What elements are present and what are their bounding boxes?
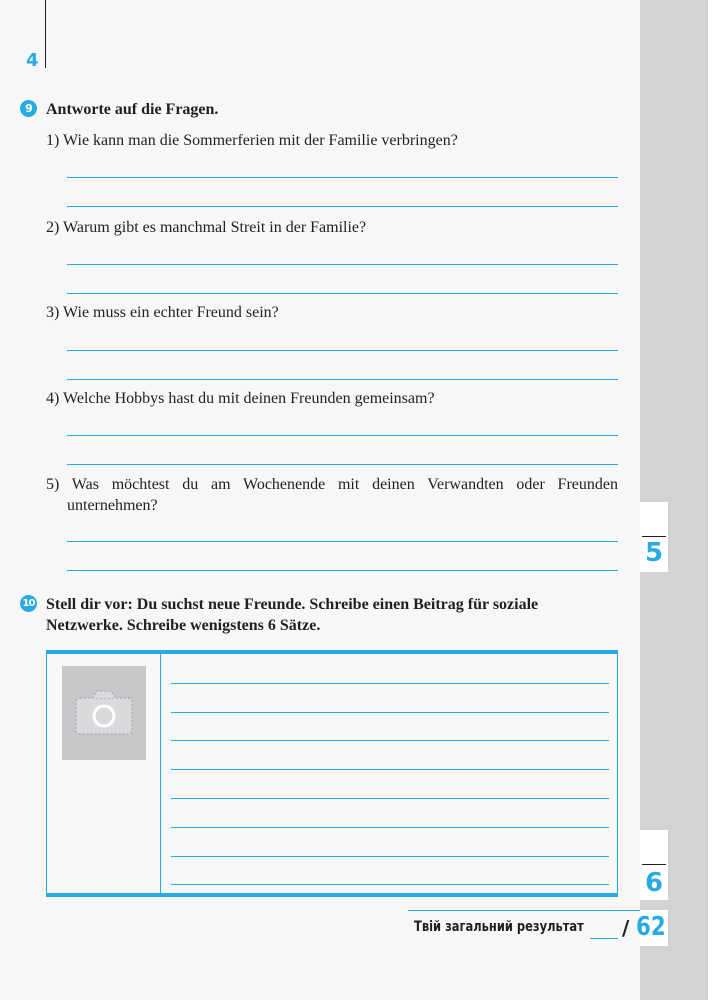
post-line-2[interactable] bbox=[171, 712, 609, 713]
total-score-blank[interactable] bbox=[590, 938, 618, 939]
total-slash: / bbox=[622, 916, 630, 940]
post-line-8[interactable] bbox=[171, 884, 609, 885]
question-1-number: 1) bbox=[46, 132, 60, 149]
profile-photo-placeholder[interactable] bbox=[62, 666, 146, 760]
task-10-score-slot bbox=[642, 864, 666, 865]
task-9-points: 5 bbox=[644, 538, 664, 568]
question-5 bbox=[46, 474, 618, 495]
question-5-number: 5) bbox=[46, 476, 60, 493]
task-10-score-box[interactable] bbox=[640, 830, 668, 900]
question-2-text: Warum gibt es manchmal Streit in der Familie? bbox=[63, 219, 367, 236]
post-line-6[interactable] bbox=[171, 827, 609, 828]
question-4-number: 4) bbox=[46, 390, 60, 407]
answer-4-line-1[interactable] bbox=[67, 435, 618, 436]
question-2 bbox=[46, 217, 618, 238]
post-line-1[interactable] bbox=[171, 683, 609, 684]
question-1 bbox=[46, 130, 618, 151]
question-5-text: Was möchtest du am Wochenende mit deinen Verwandten oder Freunden bbox=[71, 476, 618, 493]
task-10-title-line-2: Netzwerke. Schreibe wenigstens 6 Sätze. bbox=[46, 617, 321, 634]
answer-1-line-2[interactable] bbox=[67, 206, 618, 207]
page-number: 4 bbox=[26, 50, 39, 71]
answer-5-line-1[interactable] bbox=[67, 541, 618, 542]
page-number-rule bbox=[45, 0, 46, 68]
task-9-badge: 9 bbox=[20, 100, 37, 117]
question-5-continued bbox=[46, 495, 618, 516]
answer-2-line-2[interactable] bbox=[67, 293, 618, 294]
page-edge bbox=[708, 0, 720, 1000]
answer-3-line-2[interactable] bbox=[67, 379, 618, 380]
post-line-3[interactable] bbox=[171, 740, 609, 741]
answer-3-line-1[interactable] bbox=[67, 350, 618, 351]
question-4-text: Welche Hobbys hast du mit deinen Freunden gemeinsam? bbox=[63, 390, 435, 407]
social-post-frame bbox=[46, 650, 618, 897]
question-5-text-line-2: unternehmen? bbox=[67, 497, 158, 514]
question-3 bbox=[46, 302, 618, 323]
post-line-4[interactable] bbox=[171, 769, 609, 770]
answer-4-line-2[interactable] bbox=[67, 464, 618, 465]
question-1-text: Wie kann man die Sommerferien mit der Familie verbringen? bbox=[63, 132, 458, 149]
task-10-badge: 10 bbox=[20, 595, 37, 612]
task-10-points: 6 bbox=[644, 868, 664, 898]
total-rule bbox=[408, 910, 640, 911]
post-divider bbox=[160, 654, 161, 893]
total-max-points: 62 bbox=[636, 912, 666, 942]
question-3-text: Wie muss ein echter Freund sein? bbox=[63, 304, 279, 321]
total-result bbox=[408, 910, 668, 946]
camera-icon bbox=[74, 688, 134, 736]
task-9-title: Antworte auf die Fragen. bbox=[46, 101, 219, 118]
post-line-5[interactable] bbox=[171, 798, 609, 799]
task-10-title-line-1: Stell dir vor: Du suchst neue Freunde. Schreibe einen Beitrag für soziale bbox=[46, 596, 539, 613]
answer-2-line-1[interactable] bbox=[67, 264, 618, 265]
task-9-score-slot bbox=[642, 536, 666, 537]
task-9-score-box[interactable] bbox=[640, 502, 668, 572]
question-4 bbox=[46, 388, 618, 409]
total-label: Твій загальний результат bbox=[414, 919, 584, 935]
question-2-number: 2) bbox=[46, 219, 60, 236]
question-3-number: 3) bbox=[46, 304, 60, 321]
answer-1-line-1[interactable] bbox=[67, 177, 618, 178]
answer-5-line-2[interactable] bbox=[67, 570, 618, 571]
post-line-7[interactable] bbox=[171, 856, 609, 857]
